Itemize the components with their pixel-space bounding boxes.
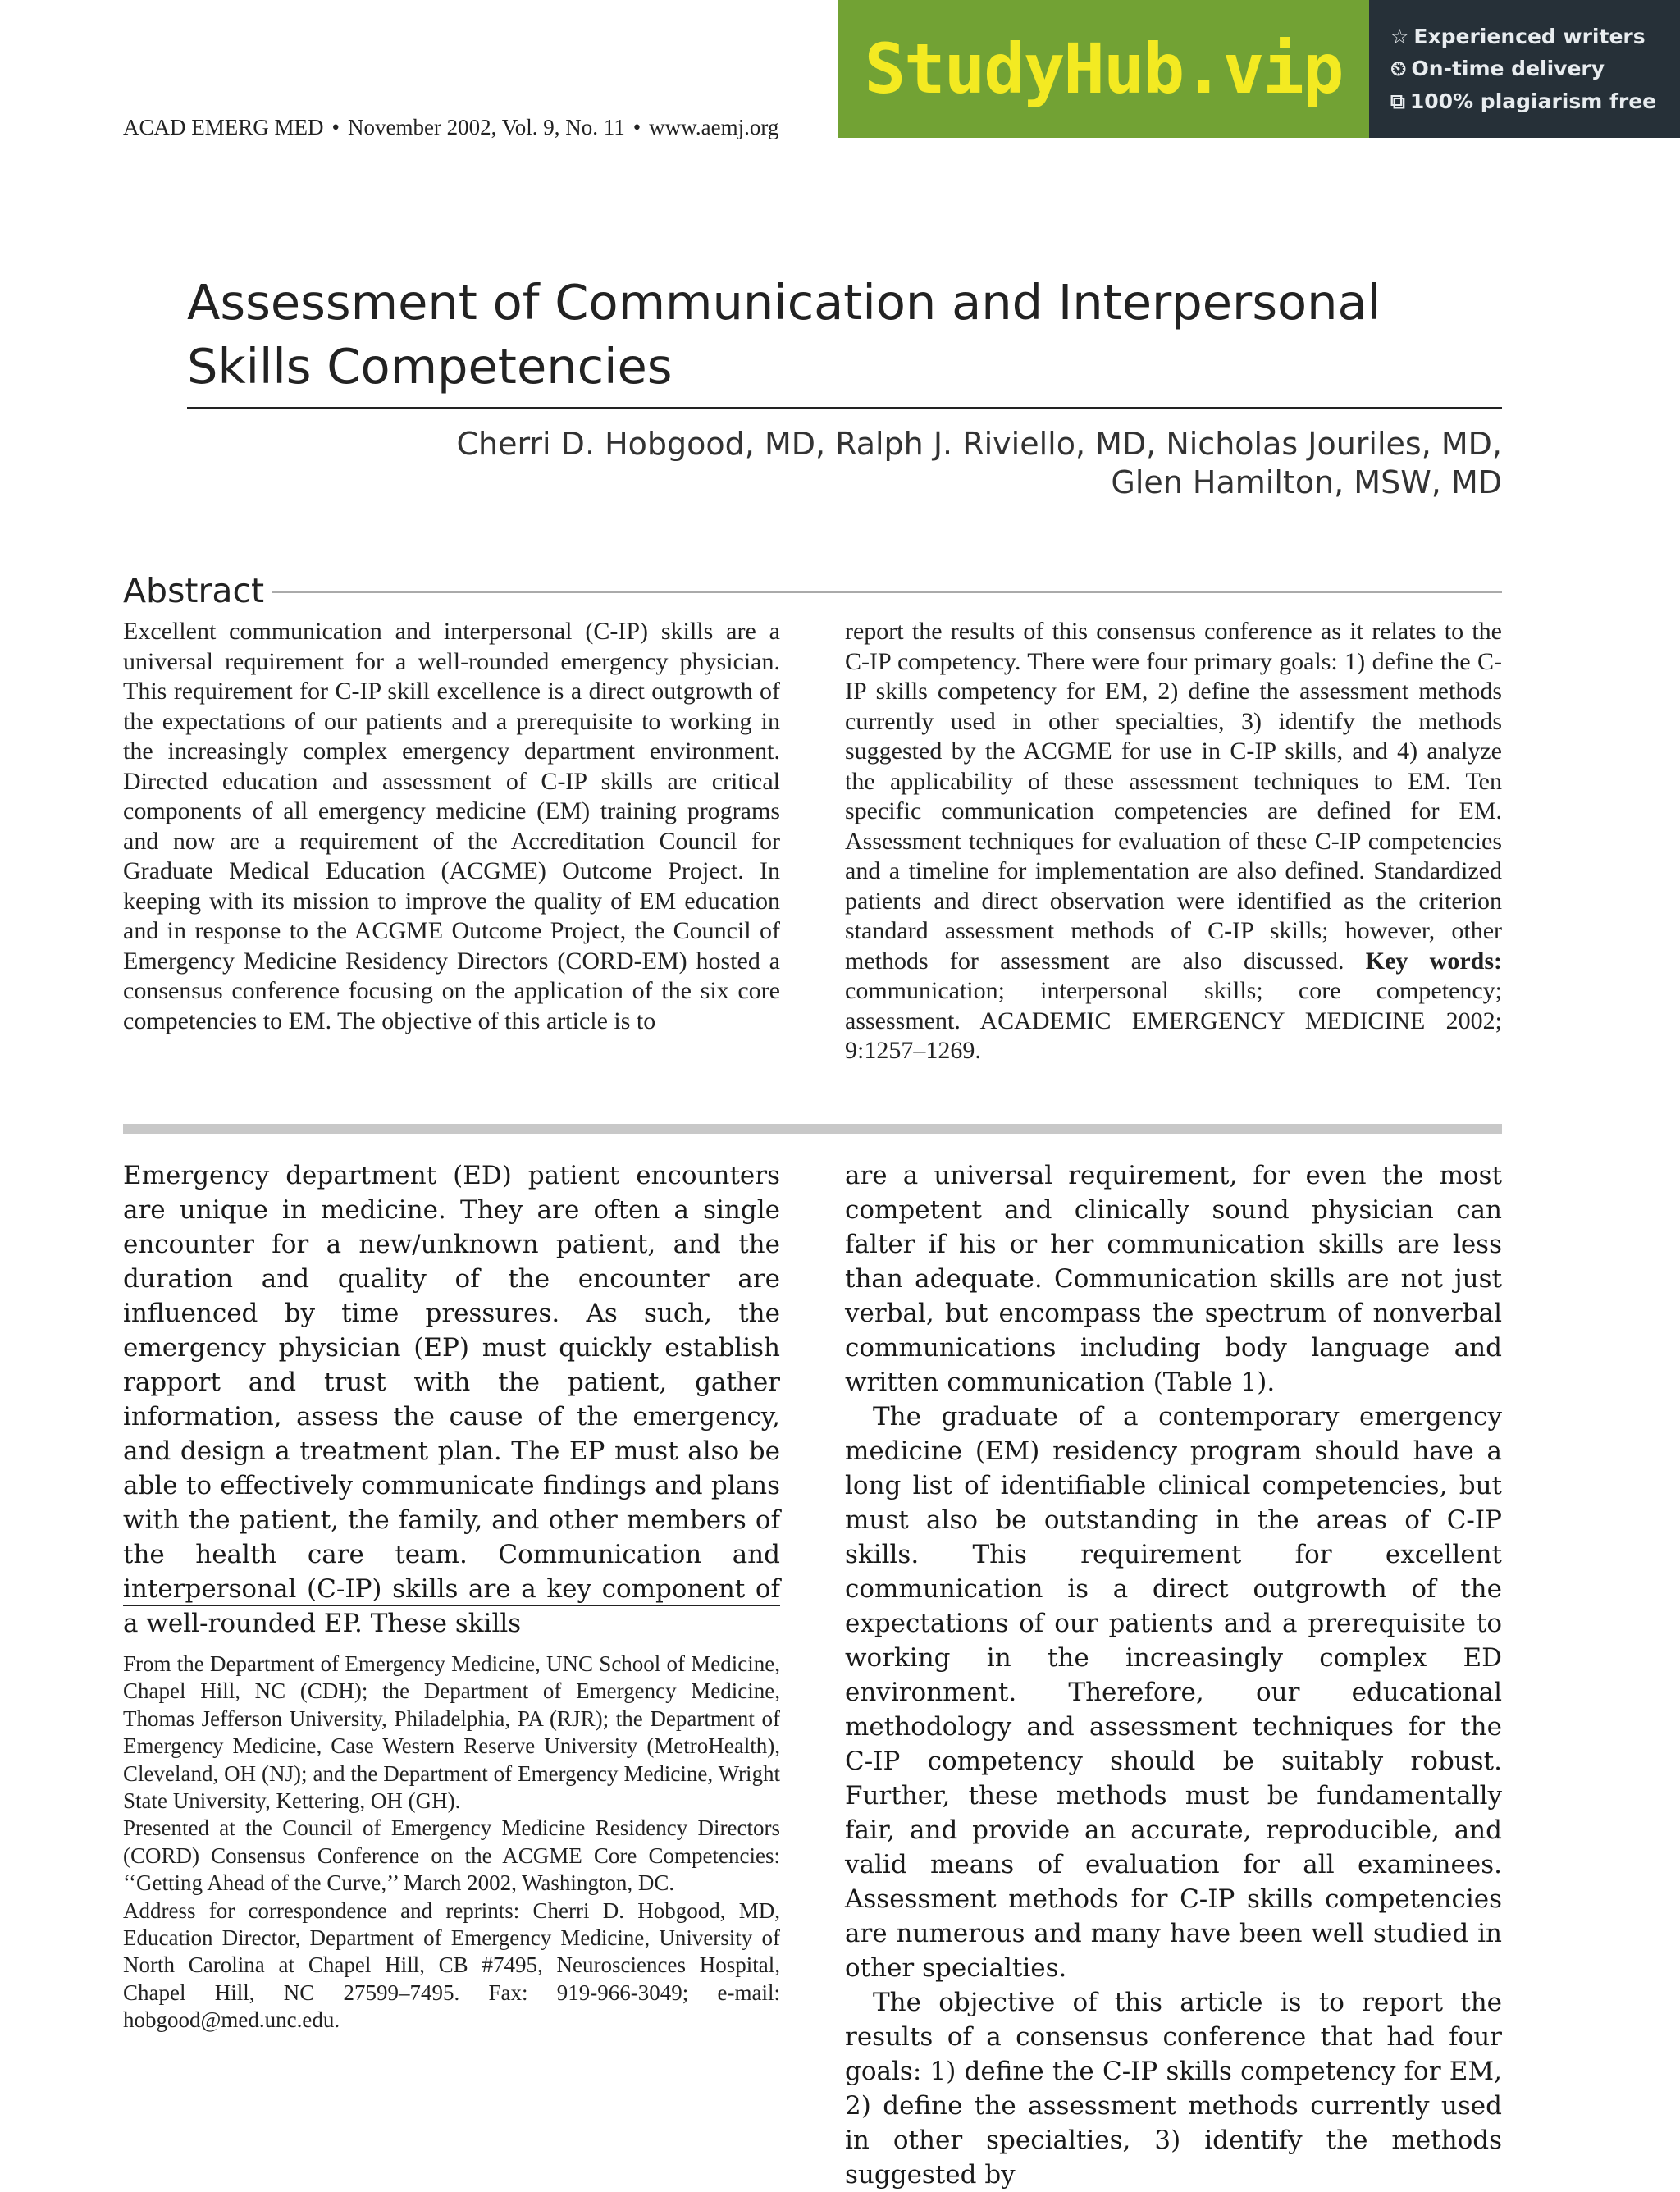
banner-logo-panel[interactable] xyxy=(838,0,1369,138)
footnote-presented: Presented at the Council of Emergency Medicine Residency Directors (CORD) Consensus Conference on the ACGME Core Competencies: ‘‘Getting Ahead of the Curve,’’ March 2002, Washington, DC. xyxy=(123,1815,780,1896)
abstract-rule xyxy=(272,591,1502,593)
abstract-right-column xyxy=(845,617,1502,1066)
running-head-separator: • xyxy=(632,115,641,139)
authors-line-2: Glen Hamilton, MSW, MD xyxy=(1111,464,1502,500)
author-list xyxy=(354,425,1502,502)
banner-feature xyxy=(1390,25,1680,48)
banner-feature-label: 100% plagiarism free xyxy=(1409,89,1657,113)
abstract-right-text: report the results of this consensus conference as it relates to the C-IP competency. There were four primary goals: 1) define the C-IP skills competency for EM, 2) define the assessment methods currently used in other specialties, 3) identify the methods suggested by the ACGME for use in C-IP skills, and 4) analyze the applicability of these assessment techniques to EM. Ten specific communication competencies are defined for EM. Assessment techniques for evaluation of these C-IP competencies and a timeline for implementation are also defined. Standardized patients and direct observation were identified as the criterion standard assessment methods of C-IP skills; however, other methods for assessment are also discussed. xyxy=(845,618,1502,975)
banner-feature xyxy=(1390,89,1680,114)
body-paragraph: The objective of this article is to report the results of a consensus conference that had four goals: 1) define the C-IP skills competency for EM, 2) define the assessment methods currently used in other specialties, 3) identify the methods suggested by xyxy=(845,1988,1502,2190)
footnotes xyxy=(123,1651,780,2034)
running-head xyxy=(123,115,778,140)
journal-url[interactable]: www.aemj.org xyxy=(649,115,779,139)
banner-feature-label: Experienced writers xyxy=(1413,24,1646,48)
footnote-affiliations: From the Department of Emergency Medicine, UNC School of Medicine, Chapel Hill, NC (CDH); the Department of Emergency Medicine, Thomas Jefferson University, Philadelphia, PA (RJR); the Department of Emergency Medicine, Case Western Reserve University (MetroHealth), Cleveland, OH (NJ); and the Department of Emergency Medicine, Wright State University, Kettering, OH (GH). xyxy=(123,1651,780,1814)
running-head-separator: • xyxy=(331,115,340,139)
abstract-header xyxy=(123,568,1502,614)
keywords-label: Key words: xyxy=(1365,947,1502,975)
body-paragraph: are a universal requirement, for even the most competent and clinically sound physician can falter if his or her communication skills are less than adequate. Communication skills are not just verbal, but encompass the spectrum of nonverbal communications including body language and written communication (Table 1). xyxy=(845,1161,1502,1397)
keywords: communication; interpersonal skills; core competency; assessment. ACADEMIC EMERGENCY MEDICINE 2002; 9:1257–1269. xyxy=(845,977,1502,1064)
issue-info: November 2002, Vol. 9, No. 11 xyxy=(347,115,625,139)
copy-icon: ⧉ xyxy=(1390,89,1405,113)
authors-line-1: Cherri D. Hobgood, MD, Ralph J. Riviello, MD, Nicholas Jouriles, MD, xyxy=(456,426,1502,462)
body-right-column xyxy=(845,1158,1502,2192)
journal-name: ACAD EMERG MED xyxy=(123,115,324,139)
banner-feature xyxy=(1390,57,1680,81)
abstract-left-column: Excellent communication and interpersonal (C-IP) skills are a universal requirement for a well-rounded emergency physician. This requirement for C-IP skill excellence is a direct outgrowth of the expectations of our patients and a prerequisite to working in the increasingly complex emergency department environment. Directed education and assessment of C-IP skills are critical components of all emergency medicine (EM) training programs and now are a requirement of the Accreditation Council for Graduate Medical Education (ACGME) Outcome Project. In keeping with its mission to improve the quality of EM education and in response to the ACGME Outcome Project, the Council of Emergency Medicine Residency Directors (CORD-EM) hosted a consensus conference focusing on the application of the six core competencies to EM. The objective of this article is to xyxy=(123,618,780,1034)
title-line-2: Skills Competencies xyxy=(187,338,673,395)
footnote-correspondence: Address for correspondence and reprints: Cherri D. Hobgood, MD, Education Director, Department of Emergency Medicine, University of North Carolina at Chapel Hill, CB #7495, Neurosciences Hospital, Chapel Hill, NC 27599–7495. Fax: 919-966-3049; e-mail: hobgood@med.unc.edu. xyxy=(123,1897,780,2033)
studyhub-logo[interactable]: StudyHub.vip xyxy=(864,29,1343,109)
title-line-1: Assessment of Communication and Interpersonal xyxy=(187,274,1381,331)
abstract-heading: Abstract xyxy=(123,571,265,610)
clock-icon: ⏲ xyxy=(1390,56,1407,80)
article-title xyxy=(187,271,1500,399)
star-icon: ☆ xyxy=(1390,24,1409,48)
title-rule xyxy=(187,407,1502,409)
body-paragraph: The graduate of a contemporary emergency medicine (EM) residency program should have a long list of identifiable clinical competencies, but must also be outstanding in the areas of C-IP skills. This requirement for excellent communication is a direct outgrowth of the expectations of our patients and a prerequisite to working in the increasingly complex ED environment. Therefore, our educational methodology and assessment techniques for the C-IP competency should be suitably robust. Further, these methods must be fundamentally fair, and provide an accurate, reproducible, and valid means of evaluation for all examinees. Assessment methods for C-IP skills competencies are numerous and many have been well studied in other specialties. xyxy=(845,1402,1502,1983)
section-divider xyxy=(123,1124,1502,1134)
banner-features xyxy=(1369,0,1680,138)
body-left-column: Emergency department (ED) patient encounters are unique in medicine. They are often a single encounter for a new/unknown patient, and the duration and quality of the encounter are influenced by time pressures. As such, the emergency physician (EP) must quickly establish rapport and trust with the patient, gather information, assess the cause of the emergency, and design a treatment plan. The EP must also be able to effectively communicate findings and plans with the patient, the family, and other members of the health care team. Communication and interpersonal (C-IP) skills are a key component of a well-rounded EP. These skills xyxy=(123,1161,780,1638)
footnote-rule xyxy=(123,1605,780,1606)
ad-banner[interactable] xyxy=(838,0,1680,138)
banner-feature-label: On-time delivery xyxy=(1411,56,1605,80)
